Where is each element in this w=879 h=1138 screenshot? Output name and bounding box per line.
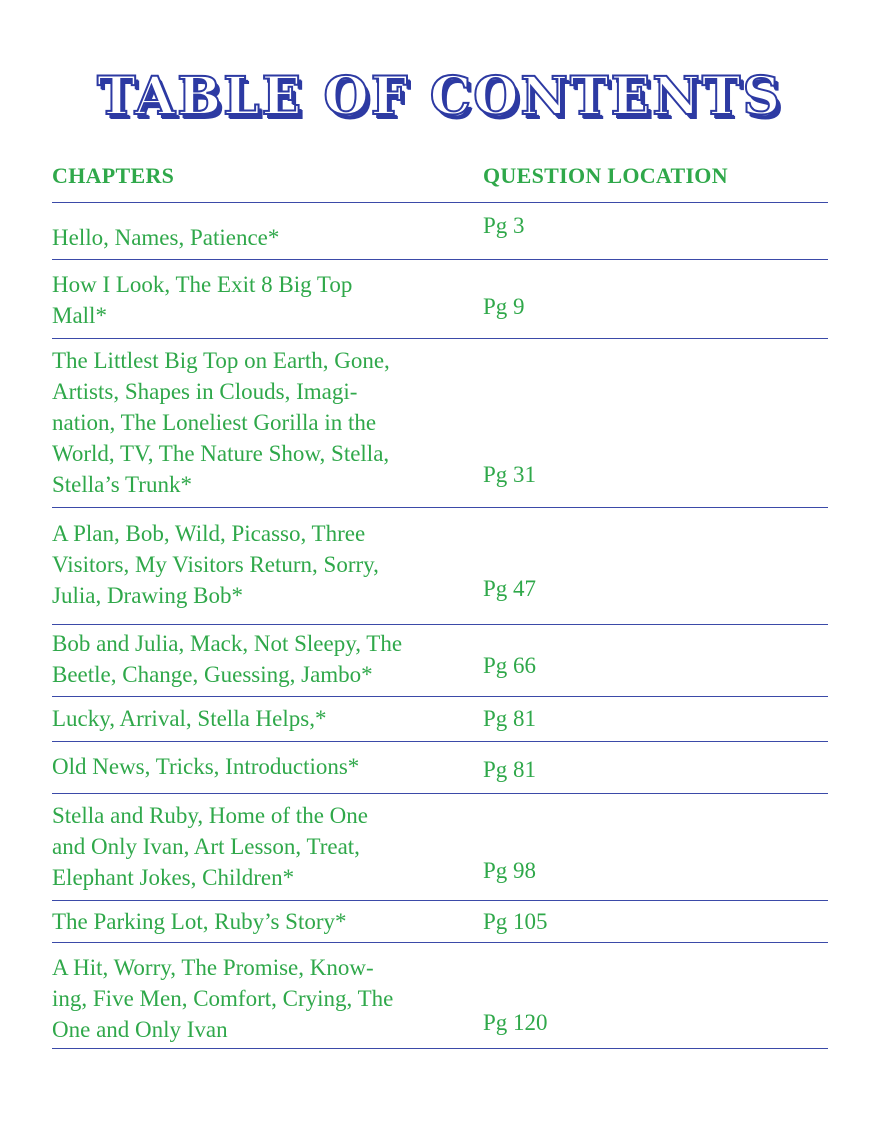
chapter-text: The Parking Lot, Ruby’s Story* bbox=[52, 909, 347, 934]
chapter-text: A Plan, Bob, Wild, Picasso, Three Visitors, My Visitors Return, Sorry, Julia, Drawing Bob* bbox=[52, 521, 379, 608]
table-row bbox=[52, 203, 828, 260]
table-row bbox=[52, 742, 828, 794]
chapter-text: Stella and Ruby, Home of the One and Only Ivan, Art Lesson, Treat, Elephant Jokes, Children* bbox=[52, 803, 368, 890]
chapter-text: How I Look, The Exit 8 Big Top Mall* bbox=[52, 272, 353, 328]
page-number: Pg 81 bbox=[483, 757, 537, 782]
chapter-text: A Hit, Worry, The Promise, Know- ing, Five Men, Comfort, Crying, The One and Only Ivan bbox=[52, 955, 394, 1042]
page-number: Pg 81 bbox=[483, 706, 537, 731]
chapter-text: Lucky, Arrival, Stella Helps,* bbox=[52, 706, 327, 731]
question-location-header: QUESTION LOCATION bbox=[483, 163, 728, 188]
table-row bbox=[52, 508, 828, 625]
table-row bbox=[52, 625, 828, 697]
page-title: TABLE OF CONTENTS bbox=[96, 66, 783, 127]
chapter-text: Bob and Julia, Mack, Not Sleepy, The Beetle, Change, Guessing, Jambo* bbox=[52, 631, 403, 687]
page-number: Pg 120 bbox=[483, 1010, 548, 1035]
table-row bbox=[52, 943, 828, 1049]
page-number: Pg 47 bbox=[483, 576, 537, 601]
table-row bbox=[52, 260, 828, 339]
table-row bbox=[52, 339, 828, 508]
page-number: Pg 9 bbox=[483, 294, 525, 319]
chapter-text: Hello, Names, Patience* bbox=[52, 225, 280, 250]
page-number: Pg 98 bbox=[483, 858, 537, 883]
page-number: Pg 31 bbox=[483, 462, 537, 487]
page-number: Pg 105 bbox=[483, 909, 548, 934]
table-header bbox=[52, 160, 828, 203]
chapters-header: CHAPTERS bbox=[52, 163, 175, 188]
chapter-text: The Littlest Big Top on Earth, Gone, Artists, Shapes in Clouds, Imagi- nation, The Loneliest Gorilla in the World, TV, The Nature Show, Stella, Stella’s Trunk* bbox=[52, 348, 390, 497]
table-row bbox=[52, 901, 828, 943]
page-number: Pg 3 bbox=[483, 213, 525, 238]
table-row bbox=[52, 697, 828, 742]
table-row bbox=[52, 794, 828, 901]
contents-table bbox=[52, 203, 828, 1049]
chapter-text: Old News, Tricks, Introductions* bbox=[52, 754, 360, 779]
page-number: Pg 66 bbox=[483, 653, 537, 678]
